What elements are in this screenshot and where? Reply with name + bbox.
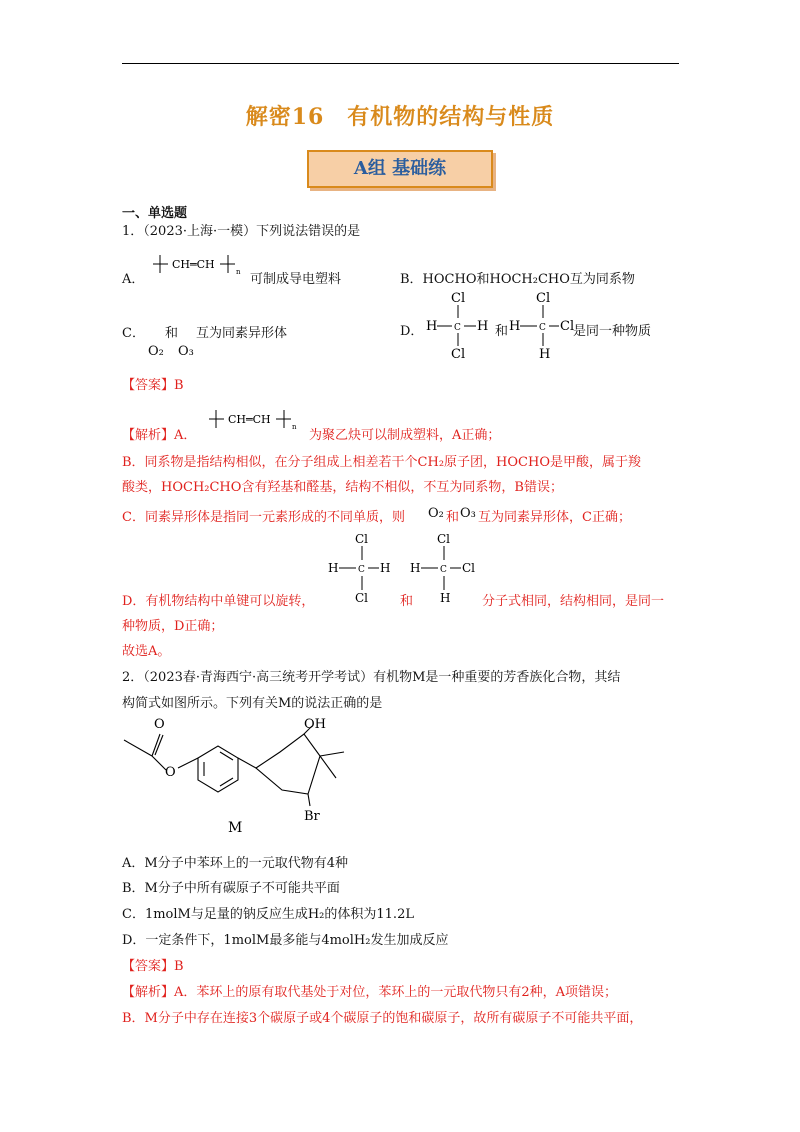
q1-polymer-n: n [236, 268, 241, 276]
mol-br: Br [304, 809, 320, 824]
q1-polymer-unit: CH═CH [172, 258, 215, 271]
section-heading: 一、单选题 [122, 206, 188, 221]
q1-explanation-b-2: 酸类，HOCH₂CHO含有羟基和醛基，结构不相似，不互为同系物，B错误； [122, 480, 563, 495]
q1-option-d-text: 是同一种物质 [573, 324, 652, 339]
q1-option-a-text: 可制成导电塑料 [250, 272, 342, 287]
exp-s1-h-left: H [328, 561, 339, 575]
q1-explanation-d-3: 种物质，D正确； [122, 619, 224, 634]
q1-stem: 1．（2023·上海·一模）下列说法错误的是 [122, 224, 361, 239]
exp-s1-cl-bottom: Cl [355, 591, 369, 605]
struct-h-left: H [426, 319, 438, 334]
q1-exp-o3: O₃ [460, 506, 476, 521]
q2-option-d: D．一定条件下，1molM最多能与4molH₂发生加成反应 [122, 933, 449, 948]
q1-o3: O₃ [178, 344, 194, 359]
q1-option-c-label: C． [122, 326, 145, 341]
q2-answer: 【答案】B [122, 959, 184, 974]
q1-exp-structure-2 [404, 530, 484, 610]
exp-s1-h-right: H [380, 561, 391, 575]
exp-s2-h-bottom: H [440, 591, 451, 605]
struct2-h-left: H [509, 319, 521, 334]
exp-s2-h-left: H [410, 561, 421, 575]
q1-option-c-text: 互为同素异形体 [196, 326, 288, 341]
struct2-c: C [539, 323, 546, 333]
q1-conclusion: 故选A。 [122, 644, 171, 659]
q2-option-b: B．M分子中所有碳原子不可能共平面 [122, 881, 340, 896]
q2-stem-2: 构简式如图所示。下列有关M的说法正确的是 [122, 696, 383, 711]
exp-s2-cl-right: Cl [462, 561, 476, 575]
q1-explanation-b-1: B．同系物是指结构相似，在分子组成上相差若干个CH₂原子团，HOCHO是甲酸，属于羧 [122, 455, 641, 470]
group-badge [307, 150, 493, 188]
q2-explanation-a: 【解析】A．苯环上的原有取代基处于对位，苯环上的一元取代物只有2种，A项错误； [122, 985, 618, 1000]
q1-option-b: B．HOCHO和HOCH₂CHO互为同系物 [400, 272, 635, 287]
group-badge-label: A组 基础练 [353, 158, 447, 179]
q1-answer: 【答案】B [122, 378, 184, 393]
q2-option-a: A．M分子中苯环上的一元取代物有4种 [122, 856, 348, 871]
q1-explanation-c-2: 互为同素异形体，C正确； [478, 510, 631, 525]
q2-molecule-m-structure [120, 712, 360, 838]
exp-s2-cl-top: Cl [437, 532, 451, 546]
q1-explanation-c-1: C．同素异形体是指同一元素形成的不同单质，则 [122, 510, 405, 525]
exp-s2-c: C [440, 565, 447, 575]
q2-option-c: C．1molM与足量的钠反应生成H₂的体积为11.2L [122, 907, 414, 922]
exp-polymer-n: n [292, 423, 297, 431]
struct-cl-bottom: Cl [451, 347, 466, 362]
mol-label-m: M [228, 820, 243, 836]
struct2-cl-right: Cl [560, 319, 575, 334]
mol-carbonyl-o: O [154, 717, 165, 732]
page-title: 解密16 有机物的结构与性质 [245, 104, 555, 130]
q1-exp-c-and: 和 [446, 510, 460, 525]
q1-exp-o2: O₂ [428, 506, 444, 521]
struct-c: C [454, 323, 461, 333]
q1-polyacetylene-structure [150, 252, 250, 278]
q2-explanation-b: B．M分子中存在连接3个碳原子或4个碳原子的饱和碳原子，故所有碳原子不可能共平面， [122, 1011, 643, 1026]
q1-exp-d-and: 和 [400, 594, 414, 609]
q2-stem-1: 2．（2023春·青海西宁·高三统考开学考试）有机物M是一种重要的芳香族化合物，其结 [122, 670, 621, 685]
q1-o2: O₂ [148, 344, 164, 359]
q1-option-d-label: D． [400, 324, 424, 339]
exp-polymer-unit: CH═CH [228, 413, 271, 426]
struct2-cl-top: Cl [536, 291, 551, 306]
q1-option-c-and: 和 [165, 326, 179, 341]
q1-option-d-structure-1 [422, 288, 492, 364]
q1-option-a-label: A． [122, 272, 145, 287]
struct2-h-bottom: H [539, 347, 551, 362]
struct-h-right: H [477, 319, 489, 334]
q1-explanation-label: 【解析】A． [122, 428, 197, 443]
q1-explanation-d-1: D．有机物结构中单键可以旋转， [122, 594, 315, 609]
mol-ester-o: O [165, 765, 176, 780]
q1-exp-polymer-structure [206, 407, 306, 433]
top-rule [122, 63, 679, 64]
exp-s1-cl-top: Cl [355, 532, 369, 546]
q1-explanation-d-2: 分子式相同，结构相同，是同一 [482, 594, 665, 609]
struct-cl-top: Cl [451, 291, 466, 306]
mol-oh: OH [304, 717, 326, 732]
q1-exp-structure-1 [322, 530, 396, 610]
exp-s1-c: C [358, 565, 365, 575]
q1-option-d-and: 和 [495, 324, 509, 339]
q1-option-d-structure-2 [507, 288, 579, 364]
q1-explanation-a: 为聚乙炔可以制成塑料，A正确； [309, 428, 501, 443]
